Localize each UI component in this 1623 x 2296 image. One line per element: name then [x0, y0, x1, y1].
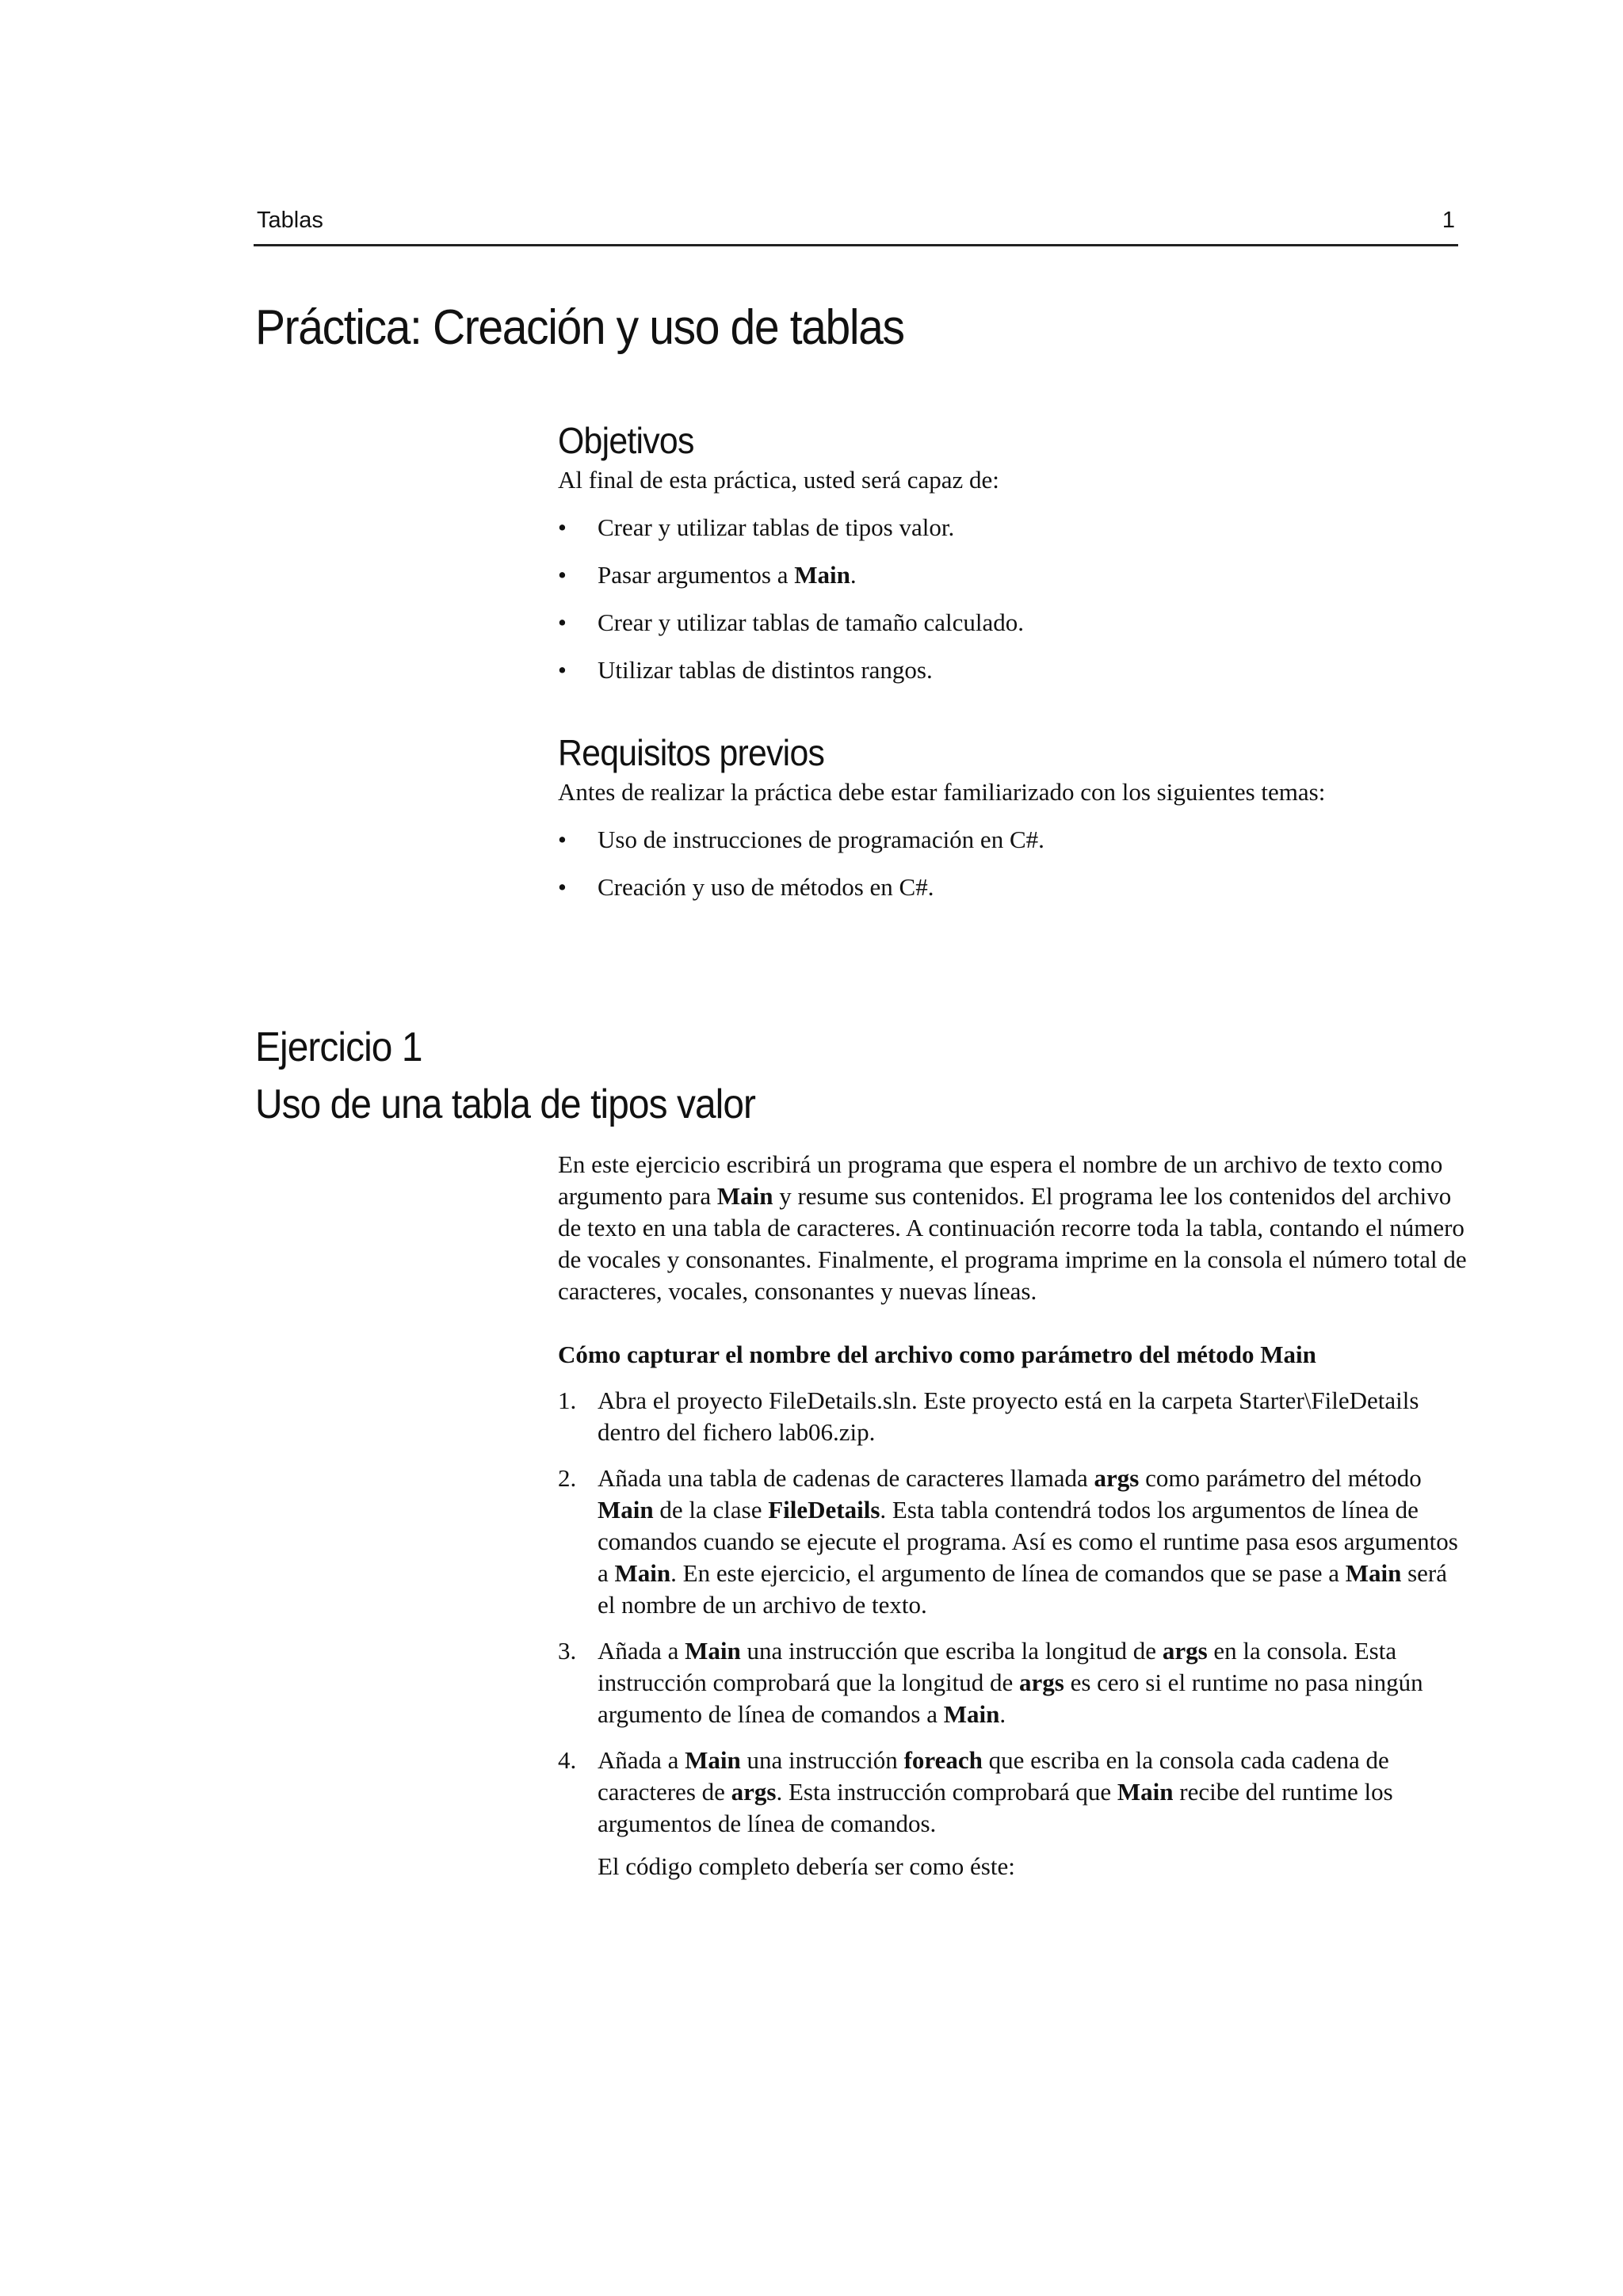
exercise-intro: En este ejercicio escribirá un programa que espera el nombre de un archivo de texto como argumento para Main y resume sus contenidos. El programa lee los contenidos del archivo de texto en una tabla de caracteres. A continuación recorre toda la tabla, contando el número de vocales y consonantes. Finalmente, el programa imprime en la consola el número total de caracteres, vocales, consonantes y nuevas líneas. — [558, 1150, 1467, 1305]
bold-term: Main — [1117, 1778, 1174, 1806]
exercise-title-number: Ejercicio 1 — [255, 1024, 422, 1070]
bullet-icon: • — [558, 561, 567, 589]
bullet-item — [558, 559, 1469, 591]
bold-term: args — [731, 1778, 777, 1806]
prerequisites-heading: Requisitos previos — [558, 732, 825, 773]
bullet-text: Pasar argumentos a Main. — [598, 561, 857, 589]
step-followup: El código completo debería ser como éste: — [598, 1852, 1015, 1880]
bullet-item — [558, 871, 1469, 903]
bold-term: Main — [794, 561, 850, 589]
prerequisites-list — [558, 824, 1469, 903]
bullet-icon: • — [558, 608, 567, 636]
bold-term: foreach — [903, 1746, 983, 1774]
objectives-list — [558, 512, 1469, 686]
bullet-text: Creación y uso de métodos en C#. — [598, 873, 934, 901]
bold-term: Main — [598, 1496, 654, 1524]
step-number: 3. — [558, 1637, 577, 1665]
bullet-icon: • — [558, 873, 567, 901]
procedure-step — [558, 1385, 1469, 1448]
bullet-text: Crear y utilizar tablas de tipos valor. — [598, 513, 955, 541]
step-number: 1. — [558, 1386, 577, 1414]
step-number: 4. — [558, 1746, 577, 1774]
objectives-intro: Al final de esta práctica, usted será capaz de: — [558, 466, 999, 494]
step-text: Añada a Main una instrucción foreach que escriba en la consola cada cadena de caracteres de args. Esta instrucción comprobará que Main recibe del runtime los argumentos de línea de comandos. — [598, 1746, 1393, 1837]
bold-term: Main — [943, 1700, 1000, 1728]
bullet-icon: • — [558, 513, 567, 541]
procedure-steps — [558, 1385, 1469, 1882]
bullet-item — [558, 824, 1469, 856]
procedure-title: Cómo capturar el nombre del archivo como parámetro del método Main — [558, 1341, 1316, 1368]
bold-term: Main — [1345, 1559, 1402, 1587]
bold-term: Main — [685, 1746, 741, 1774]
bold-term: args — [1019, 1669, 1064, 1696]
objectives-heading: Objetivos — [558, 420, 694, 461]
bold-term: Main — [716, 1182, 773, 1210]
step-number: 2. — [558, 1464, 577, 1492]
page-number: 1 — [1442, 208, 1455, 233]
exercise-title-name: Uso de una tabla de tipos valor — [255, 1081, 756, 1127]
bullet-icon: • — [558, 826, 567, 853]
header-section-title: Tablas — [257, 208, 323, 233]
objectives-section — [558, 418, 1469, 686]
bullet-item — [558, 654, 1469, 686]
procedure-step — [558, 1635, 1469, 1730]
exercise-title — [255, 1019, 755, 1133]
step-text: Abra el proyecto FileDetails.sln. Este proyecto está en la carpeta Starter\FileDetails dentro del fichero lab06.zip. — [598, 1386, 1419, 1446]
bullet-text: Crear y utilizar tablas de tamaño calculado. — [598, 608, 1024, 636]
exercise-body — [558, 1149, 1469, 1882]
bold-term: Main — [685, 1637, 741, 1665]
bold-term: FileDetails — [768, 1496, 880, 1524]
bold-term: Main — [614, 1559, 671, 1587]
bullet-item — [558, 512, 1469, 543]
running-header — [254, 204, 1458, 246]
bold-term: args — [1094, 1464, 1140, 1492]
step-text: Añada a Main una instrucción que escriba la longitud de args en la consola. Esta instrucción comprobará que la longitud de args es cero si el runtime no pasa ningún argumento de línea de comandos a Main. — [598, 1637, 1423, 1728]
prerequisites-section — [558, 730, 1469, 903]
procedure-step — [558, 1745, 1469, 1882]
page-title: Práctica: Creación y uso de tablas — [255, 300, 904, 355]
bullet-icon: • — [558, 656, 567, 684]
prerequisites-intro: Antes de realizar la práctica debe estar familiarizado con los siguientes temas: — [558, 778, 1326, 806]
bold-term: args — [1162, 1637, 1208, 1665]
bullet-text: Utilizar tablas de distintos rangos. — [598, 656, 933, 684]
bullet-text: Uso de instrucciones de programación en C#. — [598, 826, 1044, 853]
step-text: Añada una tabla de cadenas de caracteres llamada args como parámetro del método Main de la clase FileDetails. Esta tabla contendrá todos los argumentos de línea de comandos cuando se ejecute el programa. Así es como el runtime pasa esos argumentos a Main. En este ejercicio, el argumento de línea de comandos que se pase a Main será el nombre de un archivo de texto. — [598, 1464, 1458, 1619]
procedure-step — [558, 1463, 1469, 1621]
bullet-item — [558, 607, 1469, 639]
